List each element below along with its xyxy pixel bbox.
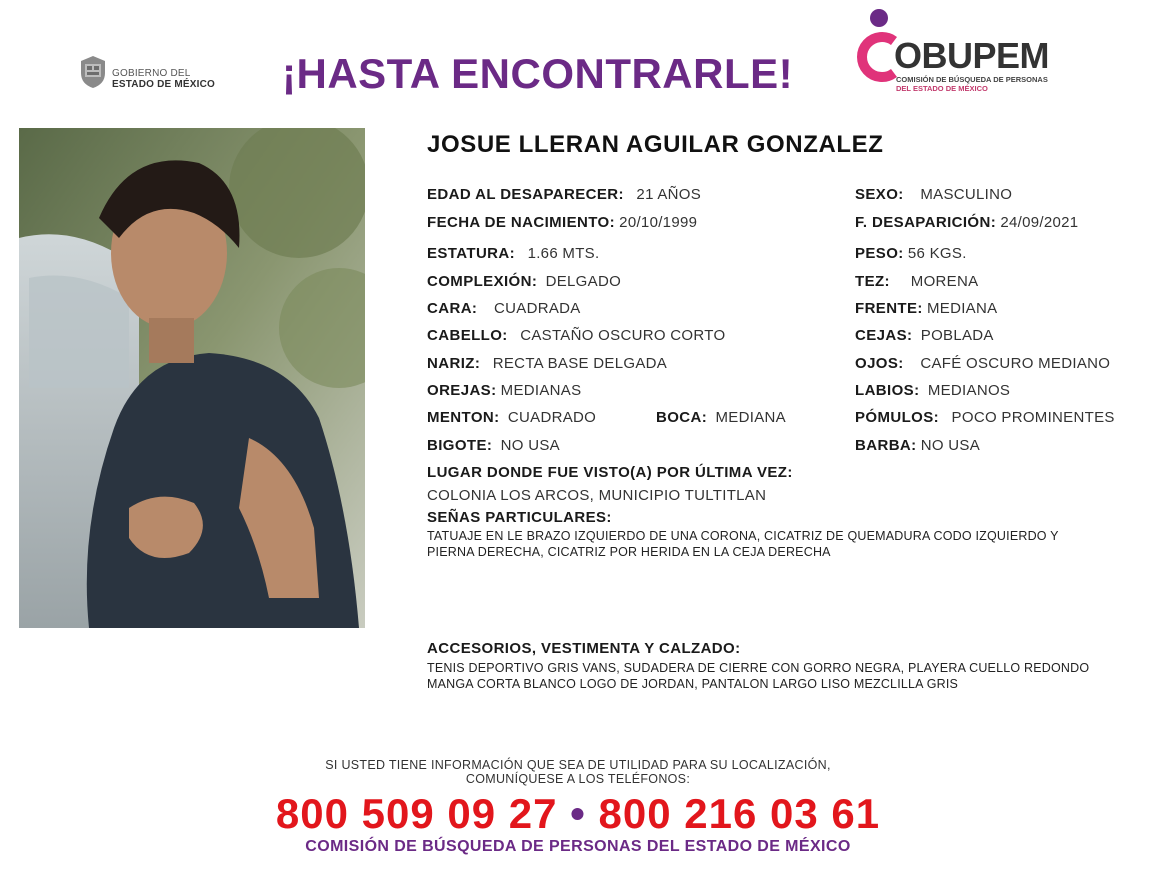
field-bigote: BIGOTE: NO USA	[427, 437, 560, 454]
field-ojos: OJOS: CAFÉ OSCURO MEDIANO	[855, 355, 1111, 372]
commission-name: COMISIÓN DE BÚSQUEDA DE PERSONAS DEL ESTADO DE MÉXICO	[305, 838, 851, 855]
last-seen-value: COLONIA LOS ARCOS, MUNICIPIO TULTITLAN	[427, 487, 767, 504]
field-nariz: NARIZ: RECTA BASE DELGADA	[427, 355, 668, 372]
field-labios: LABIOS: MEDIANOS	[855, 382, 1011, 399]
cobupem-wordmark: OBUPEM	[894, 35, 1050, 76]
field-frente: FRENTE: MEDIANA	[855, 300, 998, 317]
field-boca: BOCA: MEDIANA	[656, 409, 786, 426]
field-fecha-desaparicion: F. DESAPARICIÓN: 24/09/2021	[855, 214, 1079, 231]
field-tez: TEZ: MORENA	[855, 273, 979, 290]
gov-logo	[78, 55, 228, 95]
marks-text: TATUAJE EN LE BRAZO IZQUIERDO DE UNA CORONA, CICATRIZ DE QUEMADURA CODO IZQUIERDO Y PIERNA DERECHA, CICATRIZ POR HERIDA EN LA CEJA DERECHA	[427, 529, 1059, 559]
field-cabello: CABELLO: CASTAÑO OSCURO CORTO	[427, 327, 726, 344]
cobupem-subtitle: COMISIÓN DE BÚSQUEDA DE PERSONAS DEL ESTADO DE MÉXICO	[896, 75, 1048, 93]
phone-2[interactable]: 800 216 03 61	[598, 790, 881, 837]
phone-1[interactable]: 800 509 09 27	[275, 790, 558, 837]
phone-separator: •	[570, 790, 586, 837]
field-menton: MENTON: CUADRADO	[427, 409, 597, 426]
field-orejas: OREJAS: MEDIANAS	[427, 382, 582, 399]
field-edad: EDAD AL DESAPARECER: 21 AÑOS	[427, 186, 702, 203]
field-pomulos: PÓMULOS: POCO PROMINENTES	[855, 409, 1115, 426]
field-estatura: ESTATURA: 1.66 MTS.	[427, 245, 600, 262]
gov-logo-text: GOBIERNO DEL ESTADO DE MÉXICO	[112, 68, 216, 90]
field-complexion: COMPLEXIÓN: DELGADO	[427, 273, 622, 290]
state-seal-icon	[78, 55, 108, 89]
clothing-label: ACCESORIOS, VESTIMENTA Y CALZADO:	[427, 640, 741, 657]
contact-note: SI USTED TIENE INFORMACIÓN QUE SEA DE UTILIDAD PARA SU LOCALIZACIÓN, COMUNÍQUESE A LOS TELÉFONOS:	[325, 758, 831, 786]
last-seen-label: LUGAR DONDE FUE VISTO(A) POR ÚLTIMA VEZ:	[427, 464, 793, 481]
phone-numbers	[0, 790, 1156, 838]
field-peso: PESO: 56 KGS.	[855, 245, 967, 262]
marks-label: SEÑAS PARTICULARES:	[427, 509, 612, 526]
clothing-text: TENIS DEPORTIVO GRIS VANS, SUDADERA DE CIERRE CON GORRO NEGRA, PLAYERA CUELLO REDONDO MANGA CORTA BLANCO LOGO DE JORDAN, PANTALON LARGO LISO MEZCLILLA GRIS	[427, 661, 1090, 691]
field-fecha-nacimiento: FECHA DE NACIMIENTO: 20/10/1999	[427, 214, 698, 231]
headline: ¡HASTA ENCONTRARLE!	[282, 50, 794, 97]
cobupem-logo	[848, 8, 1048, 98]
field-cejas: CEJAS: POBLADA	[855, 327, 994, 344]
field-sexo: SEXO: MASCULINO	[855, 186, 1013, 203]
field-cara: CARA: CUADRADA	[427, 300, 581, 317]
field-barba: BARBA: NO USA	[855, 437, 981, 454]
person-name: JOSUE LLERAN AGUILAR GONZALEZ	[427, 131, 884, 158]
person-photo	[19, 128, 365, 628]
